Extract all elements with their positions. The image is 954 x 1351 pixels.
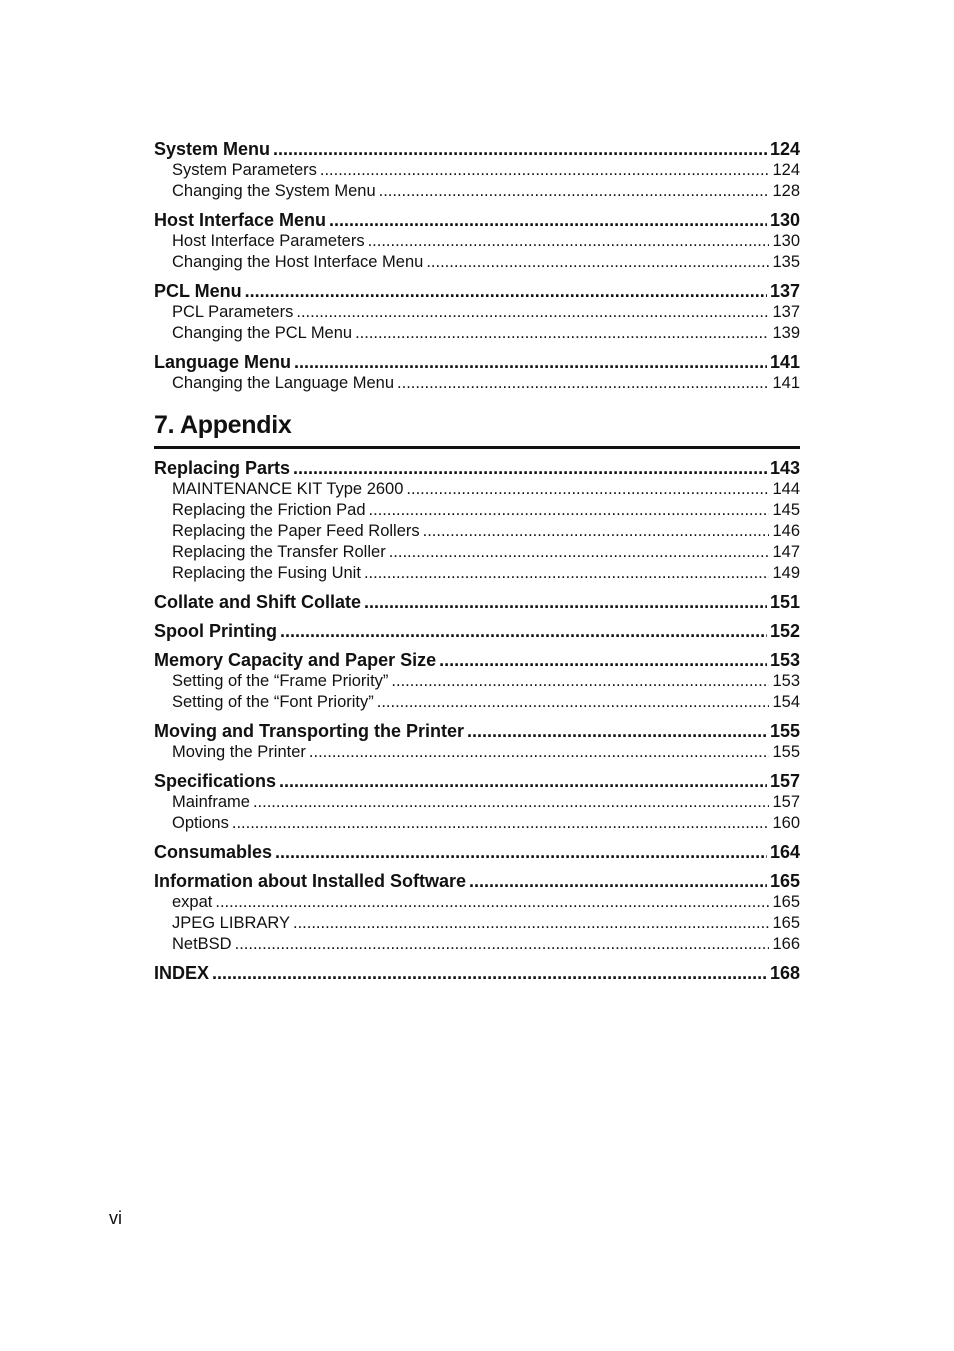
dot-leader [212, 962, 767, 984]
dot-leader [294, 351, 767, 373]
toc-entry-title: PCL Menu [154, 281, 242, 301]
toc-group-menus [154, 138, 800, 394]
dot-leader [423, 521, 770, 542]
dot-leader [296, 302, 769, 323]
toc-entry[interactable] [154, 138, 800, 160]
toc-entry-page: 143 [769, 458, 800, 478]
dot-leader [379, 181, 770, 202]
toc-entry[interactable] [154, 770, 800, 792]
toc-entry-page: 155 [769, 721, 800, 741]
toc-entry-title: Collate and Shift Collate [154, 592, 362, 612]
toc-entry[interactable] [154, 962, 800, 984]
toc-subentry-page: 139 [772, 324, 800, 342]
toc-subentry-page: 166 [772, 935, 800, 953]
toc-subentry-title: Replacing the Friction Pad [172, 501, 366, 519]
dot-leader [369, 500, 770, 521]
toc-subentry-title: Moving the Printer [172, 743, 306, 761]
toc-entry-title: Host Interface Menu [154, 210, 327, 230]
toc-entry-title: System Menu [154, 139, 271, 159]
dot-leader [235, 934, 770, 955]
toc-entry[interactable] [154, 649, 800, 671]
toc-subentry[interactable] [154, 692, 800, 713]
toc-subentry-title: Setting of the “Frame Priority” [172, 672, 389, 690]
dot-leader [377, 692, 770, 713]
toc-entry-title: Replacing Parts [154, 458, 291, 478]
dot-leader [232, 813, 770, 834]
toc-subentry-title: Replacing the Fusing Unit [172, 564, 361, 582]
dot-leader [245, 280, 767, 302]
toc-entry-page: 157 [769, 771, 800, 791]
toc-subentry-title: MAINTENANCE KIT Type 2600 [172, 480, 404, 498]
dot-leader [368, 231, 770, 252]
toc-entry-page: 164 [769, 842, 800, 862]
toc-subentry-title: PCL Parameters [172, 303, 294, 321]
toc-entry-page: 130 [769, 210, 800, 230]
toc-entry-title: Language Menu [154, 352, 292, 372]
toc-subentry[interactable] [154, 934, 800, 955]
dot-leader [439, 649, 767, 671]
toc-subentry[interactable] [154, 671, 800, 692]
toc-subentry-page: 141 [772, 374, 800, 392]
toc-entry-page: 141 [769, 352, 800, 372]
chapter-heading: 7. Appendix [154, 410, 800, 449]
dot-leader [389, 542, 770, 563]
toc-subentry-page: 147 [772, 543, 800, 561]
toc-subentry[interactable] [154, 892, 800, 913]
dot-leader [293, 913, 769, 934]
toc-subentry[interactable] [154, 521, 800, 542]
toc-entry[interactable] [154, 620, 800, 642]
toc-subentry-title: expat [172, 893, 213, 911]
dot-leader [426, 252, 769, 273]
dot-leader [469, 870, 767, 892]
toc-subentry[interactable] [154, 231, 800, 252]
dot-leader [280, 620, 767, 642]
toc-entry[interactable] [154, 280, 800, 302]
toc-subentry[interactable] [154, 542, 800, 563]
toc-subentry[interactable] [154, 252, 800, 273]
toc-subentry-page: 135 [772, 253, 800, 271]
toc-subentry[interactable] [154, 792, 800, 813]
table-of-contents [154, 138, 800, 984]
toc-subentry-title: NetBSD [172, 935, 232, 953]
toc-entry-title: Consumables [154, 842, 273, 862]
toc-subentry-page: 160 [772, 814, 800, 832]
toc-entry[interactable] [154, 591, 800, 613]
toc-entry-title: Spool Printing [154, 621, 277, 641]
toc-subentry[interactable] [154, 479, 800, 500]
toc-entry[interactable] [154, 457, 800, 479]
dot-leader [253, 792, 770, 813]
dot-leader [329, 209, 767, 231]
dot-leader [320, 160, 770, 181]
page-folio: vi [109, 1208, 122, 1228]
toc-entry-title: Specifications [154, 771, 277, 791]
toc-subentry-title: System Parameters [172, 161, 317, 179]
toc-subentry-page: 130 [772, 232, 800, 250]
dot-leader [397, 373, 769, 394]
toc-subentry-title: JPEG LIBRARY [172, 914, 290, 932]
toc-entry-page: 153 [769, 650, 800, 670]
toc-subentry-page: 149 [772, 564, 800, 582]
toc-entry-title: Information about Installed Software [154, 871, 467, 891]
toc-subentry-title: Changing the PCL Menu [172, 324, 353, 342]
toc-entry-page: 165 [769, 871, 800, 891]
toc-subentry-title: Changing the Language Menu [172, 374, 395, 392]
toc-entry-page: 168 [769, 963, 800, 983]
toc-subentry[interactable] [154, 563, 800, 584]
toc-subentry-page: 157 [772, 793, 800, 811]
toc-subentry-page: 144 [772, 480, 800, 498]
toc-entry[interactable] [154, 870, 800, 892]
toc-subentry[interactable] [154, 302, 800, 323]
toc-subentry-page: 155 [772, 743, 800, 761]
toc-subentry[interactable] [154, 373, 800, 394]
toc-subentry-page: 124 [772, 161, 800, 179]
toc-subentry-title: Changing the Host Interface Menu [172, 253, 424, 271]
dot-leader [275, 841, 767, 863]
toc-subentry-title: Options [172, 814, 229, 832]
toc-entry[interactable] [154, 720, 800, 742]
toc-subentry-title: Host Interface Parameters [172, 232, 365, 250]
dot-leader [293, 457, 767, 479]
dot-leader [467, 720, 767, 742]
toc-subentry[interactable] [154, 323, 800, 344]
toc-subentry-page: 128 [772, 182, 800, 200]
dot-leader [355, 323, 769, 344]
toc-subentry[interactable] [154, 500, 800, 521]
toc-entry-title: Moving and Transporting the Printer [154, 721, 465, 741]
toc-entry-page: 151 [769, 592, 800, 612]
toc-subentry-title: Replacing the Transfer Roller [172, 543, 386, 561]
toc-entry-page: 152 [769, 621, 800, 641]
toc-subentry-page: 154 [772, 693, 800, 711]
toc-subentry-page: 165 [772, 914, 800, 932]
dot-leader [215, 892, 769, 913]
dot-leader [364, 591, 767, 613]
toc-entry-page: 137 [769, 281, 800, 301]
toc-entry[interactable] [154, 209, 800, 231]
toc-subentry-page: 145 [772, 501, 800, 519]
toc-subentry-page: 146 [772, 522, 800, 540]
dot-leader [364, 563, 770, 584]
dot-leader [406, 479, 769, 500]
toc-entry-title: INDEX [154, 963, 210, 983]
dot-leader [279, 770, 767, 792]
toc-subentry-page: 137 [772, 303, 800, 321]
toc-entry-title: Memory Capacity and Paper Size [154, 650, 437, 670]
dot-leader [273, 138, 767, 160]
toc-subentry-title: Replacing the Paper Feed Rollers [172, 522, 420, 540]
toc-subentry-page: 165 [772, 893, 800, 911]
toc-entry[interactable] [154, 351, 800, 373]
toc-subentry[interactable] [154, 160, 800, 181]
toc-subentry-page: 153 [772, 672, 800, 690]
toc-subentry[interactable] [154, 913, 800, 934]
toc-subentry-title: Changing the System Menu [172, 182, 376, 200]
toc-subentry-title: Mainframe [172, 793, 250, 811]
toc-entry[interactable] [154, 841, 800, 863]
toc-subentry-title: Setting of the “Font Priority” [172, 693, 374, 711]
toc-subentry[interactable] [154, 181, 800, 202]
dot-leader [309, 742, 770, 763]
dot-leader [391, 671, 769, 692]
toc-subentry[interactable] [154, 742, 800, 763]
toc-entry-page: 124 [769, 139, 800, 159]
toc-subentry[interactable] [154, 813, 800, 834]
toc-group-appendix [154, 457, 800, 984]
